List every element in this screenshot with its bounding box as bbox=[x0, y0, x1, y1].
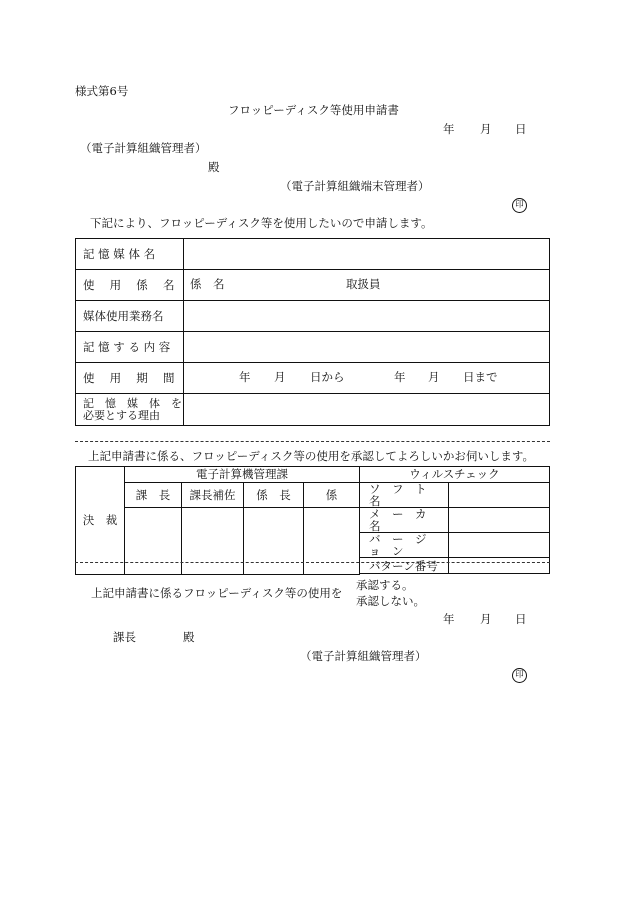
issuer-seal: 印 bbox=[512, 668, 527, 683]
table-row bbox=[76, 270, 550, 301]
period-from-year: 年 bbox=[239, 370, 251, 384]
handler-label: 取扱員 bbox=[346, 277, 381, 291]
business-name-field[interactable] bbox=[184, 301, 550, 332]
table-row bbox=[76, 483, 550, 508]
seal-box-section-chief[interactable] bbox=[125, 508, 182, 575]
period-field[interactable] bbox=[184, 363, 550, 394]
table-row bbox=[76, 332, 550, 363]
cut-line bbox=[75, 562, 550, 563]
period-to-year: 年 bbox=[394, 370, 406, 384]
decision-label: 決 裁 bbox=[76, 467, 125, 575]
row-label-section: 使 用 係 名 bbox=[76, 270, 184, 301]
row-label-reason bbox=[76, 394, 184, 426]
intro-text: 下記により、フロッピーディスク等を使用したいので申請します。 bbox=[90, 216, 433, 230]
date-day: 日 bbox=[515, 122, 527, 136]
version-field[interactable] bbox=[449, 533, 550, 558]
dept-header: 電子計算機管理課 bbox=[125, 467, 360, 483]
option-reject: 承認しない。 bbox=[356, 594, 425, 608]
row-label-period: 使 用 期 間 bbox=[76, 363, 184, 394]
position-unit-chief: 係 長 bbox=[244, 483, 304, 508]
period-to-month: 月 bbox=[428, 370, 440, 384]
position-staff: 係 bbox=[304, 483, 360, 508]
table-row bbox=[76, 394, 550, 426]
applicant-role: （電子計算組織端末管理者） bbox=[280, 179, 430, 193]
addressee-role: （電子計算組織管理者） bbox=[80, 141, 207, 155]
position-section-chief: 課 長 bbox=[125, 483, 182, 508]
section-name-label: 係 名 bbox=[190, 277, 225, 291]
decision-table bbox=[75, 466, 550, 575]
seal-box-assistant-chief[interactable] bbox=[182, 508, 244, 575]
form-title: フロッピーディスク等使用申請書 bbox=[228, 103, 399, 117]
virus-item-software: ソ フ ト 名 bbox=[360, 483, 449, 508]
reason-field[interactable] bbox=[184, 394, 550, 426]
table-row bbox=[76, 467, 550, 483]
recipient-title: 課長 bbox=[113, 630, 136, 644]
date-month-2: 月 bbox=[480, 612, 492, 626]
date-month: 月 bbox=[480, 122, 492, 136]
seal-box-unit-chief[interactable] bbox=[244, 508, 304, 575]
virus-item-maker: メ ー カ 名 bbox=[360, 508, 449, 533]
request-table bbox=[75, 238, 550, 426]
form-number: 様式第6号 bbox=[75, 84, 129, 98]
row-label-business: 媒体使用業務名 bbox=[76, 301, 184, 332]
date-year-2: 年 bbox=[443, 612, 455, 626]
period-from-month: 月 bbox=[274, 370, 286, 384]
recipient-honorific: 殿 bbox=[183, 630, 195, 644]
reason-label-line2: 必要とする理由 bbox=[83, 408, 160, 422]
software-name-field[interactable] bbox=[449, 483, 550, 508]
reason-label-line1: 記 憶 媒 体 を bbox=[83, 396, 182, 410]
table-row bbox=[76, 508, 550, 533]
row-label-media-name: 記 憶 媒 体 名 bbox=[76, 239, 184, 270]
cut-line bbox=[75, 441, 550, 442]
pattern-number-field[interactable] bbox=[449, 558, 550, 574]
table-row bbox=[76, 239, 550, 270]
table-row bbox=[76, 363, 550, 394]
virus-check-header: ウィルスチェック bbox=[360, 467, 550, 483]
addressee-honorific: 殿 bbox=[208, 160, 220, 174]
option-approve: 承認する。 bbox=[356, 578, 414, 592]
virus-item-version: バ ー ジ ョ ン bbox=[360, 533, 449, 558]
row-label-content: 記 憶 す る 内 容 bbox=[76, 332, 184, 363]
approval-request-text: 上記申請書に係る、フロッピーディスク等の使用を承認してよろしいかお伺いします。 bbox=[88, 449, 534, 463]
date-year: 年 bbox=[443, 122, 455, 136]
applicant-seal: 印 bbox=[512, 198, 527, 213]
approval-notice-text: 上記申請書に係るフロッピーディスク等の使用を bbox=[91, 586, 343, 600]
maker-name-field[interactable] bbox=[449, 508, 550, 533]
date-day-2: 日 bbox=[515, 612, 527, 626]
position-assistant-chief: 課長補佐 bbox=[182, 483, 244, 508]
content-field[interactable] bbox=[184, 332, 550, 363]
table-row bbox=[76, 301, 550, 332]
issuer-role: （電子計算組織管理者） bbox=[300, 649, 427, 663]
media-name-field[interactable] bbox=[184, 239, 550, 270]
virus-item-pattern: パターン番号 bbox=[360, 558, 449, 574]
period-to-day: 日まで bbox=[463, 370, 498, 384]
period-from-day: 日から bbox=[310, 370, 345, 384]
seal-box-staff[interactable] bbox=[304, 508, 360, 575]
section-field[interactable] bbox=[184, 270, 550, 301]
